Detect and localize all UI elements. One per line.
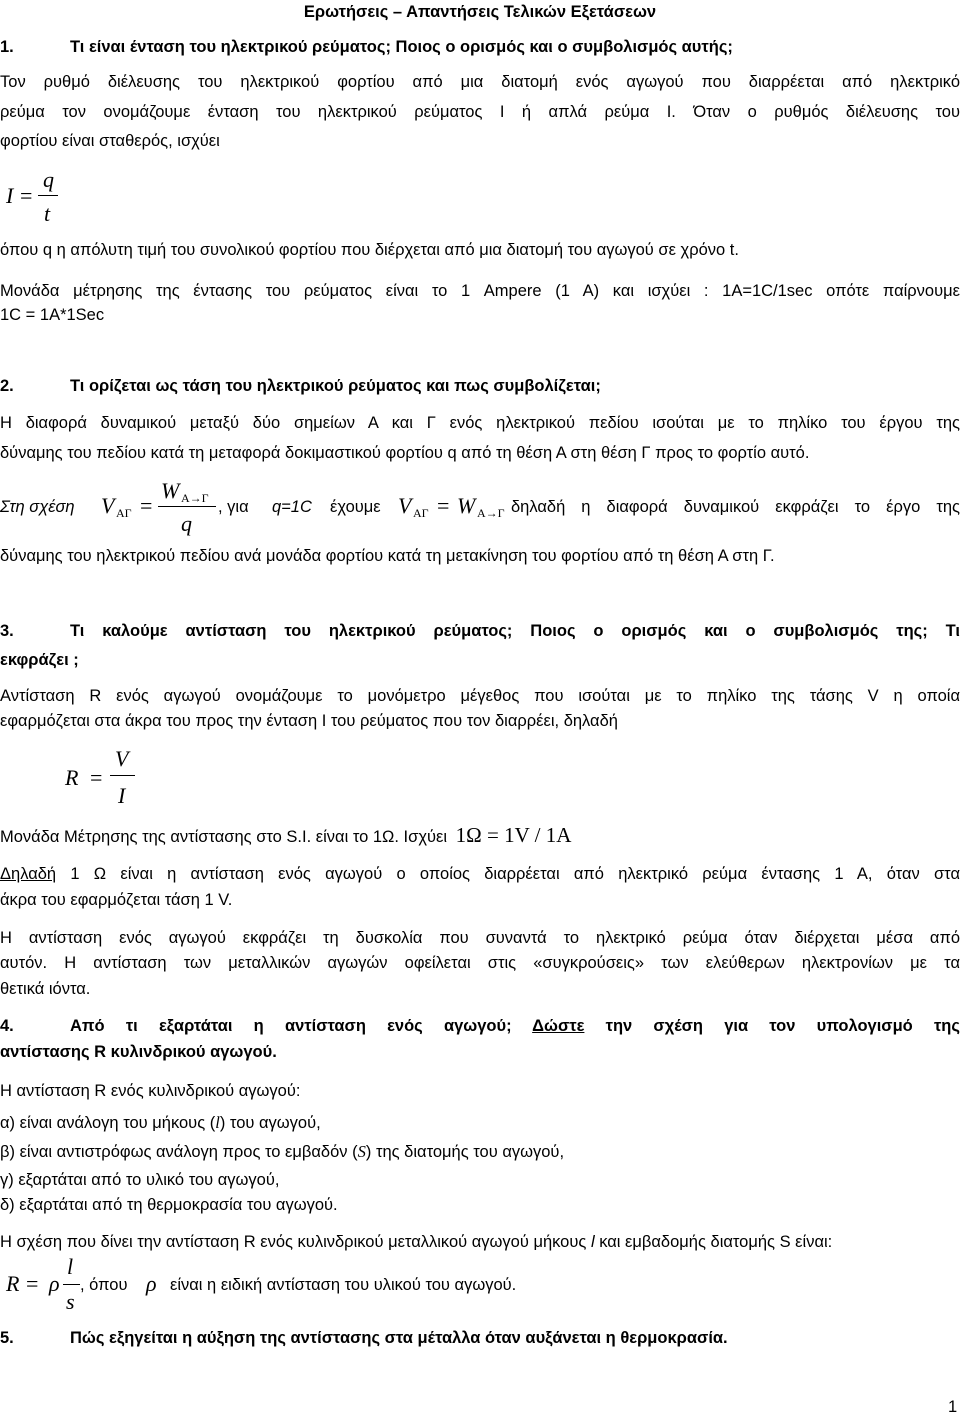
paragraph-line: Η σχέση που δίνει την αντίσταση R ενός κυλινδρικού μεταλλικού αγωγού μήκους l και εμβαδομής διατομής S είναι: xyxy=(0,1233,833,1251)
eq-text: , όπου xyxy=(80,1276,128,1294)
eq-lhs: I xyxy=(6,183,14,208)
eq-text: έχουμε xyxy=(330,498,381,516)
eq-V: V xyxy=(398,493,412,518)
eq-prefix: Στη σχέση xyxy=(0,498,75,516)
fraction-bar xyxy=(158,506,216,507)
eq-text: q=1C xyxy=(272,498,312,516)
eq-q: q xyxy=(181,511,192,536)
question-4-heading: 4. Από τι εξαρτάται η αντίσταση ενός αγωγού; Δώστε την σχέση για τον υπολογισμό της xyxy=(0,1017,960,1035)
question-number: 3. xyxy=(0,622,14,640)
eq-numerator: q xyxy=(43,167,54,192)
eq-V-subscript: ΑΓ xyxy=(116,506,132,520)
question-number: 1. xyxy=(0,38,14,56)
paragraph-line: φορτίου είναι σταθερός, ισχύει xyxy=(0,132,220,150)
page-number: 1 xyxy=(948,1398,958,1416)
paragraph-line: άκρα του εφαρμόζεται τάση 1 V. xyxy=(0,891,233,909)
question-3-heading xyxy=(0,621,960,641)
question-number: 4. xyxy=(0,1017,14,1035)
eq-W-subscript: A→Γ xyxy=(477,506,505,520)
eq-V: V xyxy=(101,493,115,518)
eq-equals: = xyxy=(20,183,33,208)
list-item: δ) εξαρτάται από τη θερμοκρασία του αγωγού. xyxy=(0,1196,338,1214)
question-number: 2. xyxy=(0,377,14,395)
eq-text: δηλαδή η διαφορά δυναμικού εκφράζει το έργο της xyxy=(511,498,960,516)
eq-denominator: t xyxy=(44,201,51,226)
eq-text: , για xyxy=(218,498,249,516)
question-number: 5. xyxy=(0,1329,14,1347)
paragraph-line: Η αντίσταση ενός αγωγού εκφράζει τη δυσκολία που συναντά το ηλεκτρικό ρεύμα όταν διέρχεται μέσα από xyxy=(0,929,960,947)
list-item: α) είναι ανάλογη του μήκους (l) του αγωγού, xyxy=(0,1113,321,1132)
question-2-heading xyxy=(0,376,601,396)
eq-lhs: R xyxy=(6,1271,20,1296)
question-text: Τι ορίζεται ως τάση του ηλεκτρικού ρεύματος και πως συμβολίζεται; xyxy=(70,377,601,395)
fraction-bar xyxy=(63,1284,80,1285)
eq-equals: = xyxy=(26,1271,39,1296)
page-title: Ερωτήσεις – Απαντήσεις Τελικών Εξετάσεων xyxy=(303,3,657,21)
eq-text: είναι η ειδική αντίσταση του υλικού του αγωγού. xyxy=(170,1276,517,1294)
paragraph-line: δύναμης του ηλεκτρικού πεδίου ανά μονάδα φορτίου κατά τη μετακίνηση του φορτίου από τη θέση Α στη Γ. xyxy=(0,547,775,565)
question-5-heading xyxy=(0,1328,728,1348)
question-text: Πώς εξηγείται η αύξηση της αντίστασης στα μέταλλα όταν αυξάνεται η θερμοκρασία. xyxy=(70,1329,728,1347)
eq-W: W xyxy=(161,478,180,503)
eq-W: W xyxy=(457,493,476,518)
eq-V-subscript: ΑΓ xyxy=(413,506,429,520)
paragraph-line: Δηλαδή 1 Ω είναι η αντίσταση ενός αγωγού ο οποίος διαρρέεται από ηλεκτρικό ρεύμα έντασης 1 Α, όταν στα xyxy=(0,865,960,883)
paragraph-line: δύναμης του πεδίου κατά τη μεταφορά δοκιμαστικού φορτίου q από τη θέση Α στη θέση Γ προς το φορτίο αυτό. xyxy=(0,444,810,462)
eq-equals: = xyxy=(140,493,153,518)
paragraph-line: ρεύμα τον ονομάζουμε ένταση του ηλεκτρικού ρεύματος I ή απλά ρεύμα I. Όταν ο ρυθμός διέλευσης του xyxy=(0,103,960,121)
fraction-bar xyxy=(38,195,58,196)
eq-numerator: V xyxy=(115,746,129,771)
eq-equals: = xyxy=(437,493,450,518)
question-1-heading xyxy=(0,37,733,57)
paragraph-line: Η διαφορά δυναμικού μεταξύ δύο σημείων Α και Γ ενός ηλεκτρικού πεδίου ισούται με το πηλίκο του έργου της xyxy=(0,414,960,432)
paragraph-line: όπου q η απόλυτη τιμή του συνολικού φορτίου που διέρχεται από μια διατομή του αγωγού σε χρόνο t. xyxy=(0,241,739,259)
underlined-word: Δηλαδή xyxy=(0,865,57,883)
eq-lhs: R xyxy=(65,765,79,790)
paragraph-line: Αντίσταση R ενός αγωγού ονομάζουμε το μονόμετρο μέγεθος που ισούται με το πηλίκο της τάσης V η οποία xyxy=(0,687,960,705)
unit-text: Μονάδα Μέτρησης της αντίστασης στο S.I. είναι το 1Ω. Ισχύει xyxy=(0,828,448,846)
paragraph-line: αυτόν. Η αντίσταση των μεταλλικών αγωγών οφείλεται στις «συγκρούσεις» των ελεύθερων ηλεκτρονίων με τα xyxy=(0,954,960,972)
paragraph-line: Η αντίσταση R ενός κυλινδρικού αγωγού: xyxy=(0,1082,301,1100)
paragraph-line: 1C = 1A*1Sec xyxy=(0,306,105,324)
question-text: εκφράζει ; xyxy=(0,651,79,669)
eq-rho: ρ xyxy=(146,1271,157,1296)
question-text: Τι καλούμε αντίσταση του ηλεκτρικού ρεύματος; Ποιος ο ορισμός και ο συμβολισμός της; Τι xyxy=(70,622,960,640)
unit-equation: 1Ω = 1V / 1A xyxy=(455,823,572,847)
list-item: γ) εξαρτάται από το υλικό του αγωγού, xyxy=(0,1171,280,1189)
eq-equals: = xyxy=(90,765,103,790)
question-text: Τι είναι ένταση του ηλεκτρικού ρεύματος; Ποιος ο ορισμός και ο συμβολισμός αυτής; xyxy=(70,38,733,56)
paragraph-line: Μονάδα μέτρησης της έντασης του ρεύματος είναι το 1 Ampere (1 A) και ισχύει : 1A=1C/1sec οπότε παίρνουμε xyxy=(0,282,960,300)
paragraph-line: Τον ρυθμό διέλευσης του ηλεκτρικού φορτίου από μια διατομή ενός αγωγού που διαρρέεται από ηλεκτρικό xyxy=(0,73,960,91)
fraction-bar xyxy=(110,775,135,776)
eq-W-subscript: A→Γ xyxy=(181,491,209,505)
paragraph-line: θετικά ιόντα. xyxy=(0,980,91,998)
eq-denominator: I xyxy=(118,783,126,808)
question-text: αντίστασης R κυλινδρικού αγωγού. xyxy=(0,1043,277,1061)
eq-numerator: l xyxy=(67,1254,74,1279)
list-item: β) είναι αντιστρόφως ανάλογη προς το εμβαδόν (S) της διατομής του αγωγού, xyxy=(0,1142,565,1161)
paragraph-line: εφαρμόζεται στα άκρα του προς την ένταση I του ρεύματος που τον διαρρέει, δηλαδή xyxy=(0,712,618,730)
paragraph-line xyxy=(0,825,571,847)
eq-denominator: s xyxy=(66,1289,75,1314)
eq-rho: ρ xyxy=(49,1271,60,1296)
